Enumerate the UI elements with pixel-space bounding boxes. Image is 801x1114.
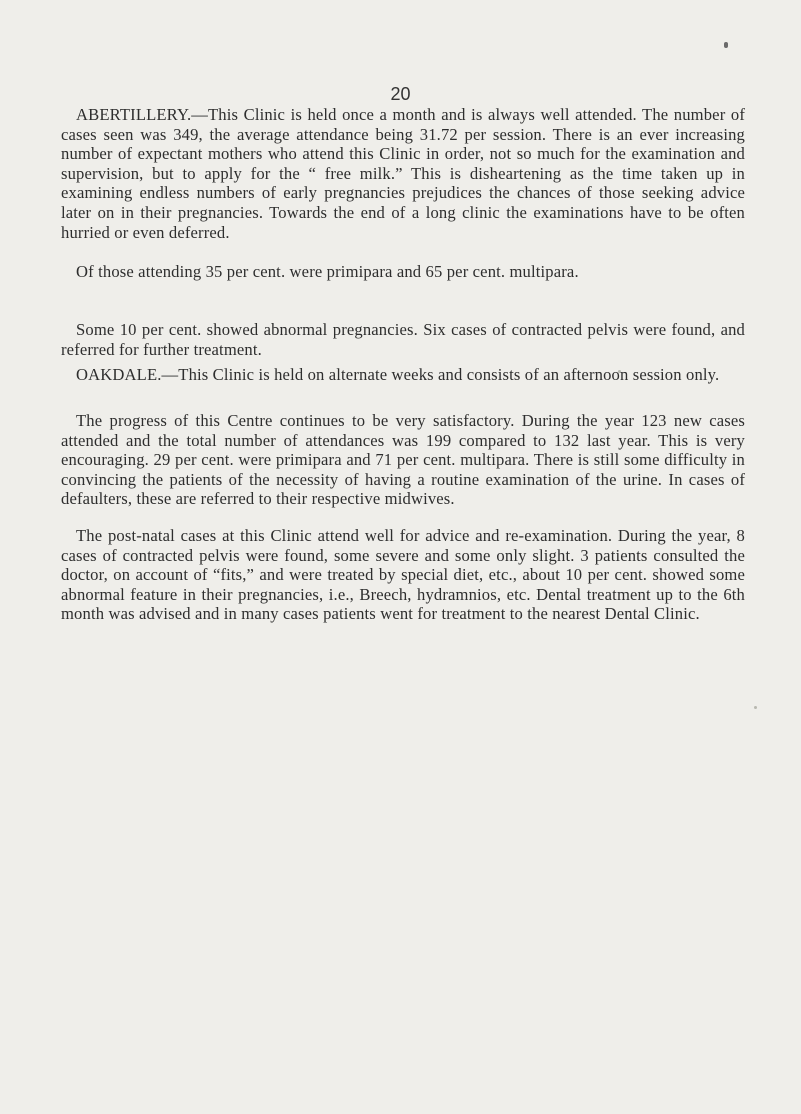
paragraph-abertillery-abnormal: Some 10 per cent. showed abnormal pregnancies. Six cases of contracted pelvis were found, and referred for further treatment. — [61, 320, 745, 359]
body-text — [61, 365, 745, 385]
body-text — [61, 526, 745, 624]
paragraph-oakdale-progress: The progress of this Centre continues to be very satisfactory. During the year 123 new cases attended and the total number of attendances was 199 compared to 132 last year. This is very encouraging. 29 per cent. were primipara and 71 per cent. multipara. There is still some difficulty in convincing the patients of the necessity of having a routine examination of the urine. In cases of defaulters, these are referred to their respective midwives. — [61, 411, 745, 509]
body-text — [61, 320, 745, 359]
paragraph-abertillery-primipara: Of those attending 35 per cent. were primipara and 65 per cent. multipara. — [76, 262, 579, 281]
ink-mark — [724, 42, 728, 48]
paragraph-oakdale-postnatal: The post-natal cases at this Clinic attend well for advice and re-examination. During the year, 8 cases of contracted pelvis were found, some severe and some only slight. 3 patients consulted the doctor, on account of “fits,” and were treated by special diet, etc., about 10 per cent. showed some abnormal feature in their pregnancies, i.e., Breech, hydramnios, etc. Dental treatment up to the 6th month was advised and in many cases patients went for treatment to the nearest Dental Clinic. — [61, 526, 745, 624]
paragraph-abertillery: ABERTILLERY.—This Clinic is held once a month and is always well attended. The number of cases seen was 349, the average attendance being 31.72 per session. There is an ever increasing number of expectant mothers who attend this Clinic in order, not so much for the examination and supervision, but to apply for the “ free milk.” This is disheartening as the time taken up in examining endless numbers of early pregnancies prejudices the chances of those seeking advice later on in their pregnancies. Towards the end of a long clinic the examinations have to be often hurried or even deferred. — [61, 105, 745, 242]
paragraph-oakdale: OAKDALE.—This Clinic is held on alternate weeks and consists of an afternoon session only. — [76, 365, 720, 384]
body-text — [61, 411, 745, 509]
body-text — [61, 105, 745, 242]
page-number: 20 — [390, 84, 411, 104]
body-text — [61, 262, 745, 282]
paper-speck — [754, 706, 757, 709]
